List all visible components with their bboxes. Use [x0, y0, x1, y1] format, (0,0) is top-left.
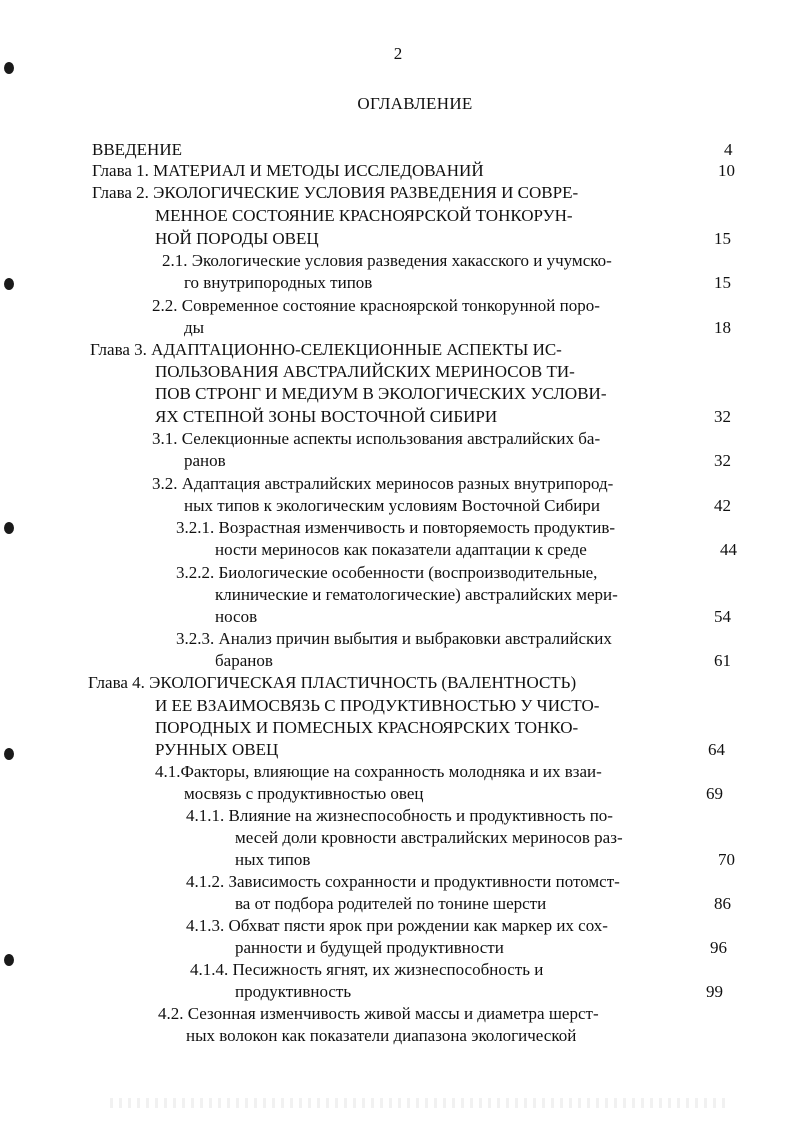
toc-page-number: 10	[718, 161, 735, 180]
toc-line: ных типов к экологическим условиям Восточной Сибири	[184, 496, 600, 515]
toc-line: ранов	[184, 451, 226, 470]
toc-line: мосвязь с продуктивностью овец	[184, 784, 424, 803]
toc-line: ПОЛЬЗОВАНИЯ АВСТРАЛИЙСКИХ МЕРИНОСОВ ТИ-	[155, 362, 575, 381]
toc-line: 3.1. Селекционные аспекты использования австралийских ба-	[152, 429, 601, 448]
scan-noise	[110, 1098, 730, 1108]
toc-page-number: 96	[710, 938, 727, 957]
toc-line: 4.1.1. Влияние на жизнеспособность и продуктивность по-	[186, 806, 613, 825]
page-number: 2	[393, 44, 403, 63]
toc-line: 2.2. Современное состояние красноярской тонкорунной поро-	[152, 296, 600, 315]
binding-hole-5	[4, 954, 14, 966]
toc-line: Глава 3. АДАПТАЦИОННО-СЕЛЕКЦИОННЫЕ АСПЕКТЫ ИС-	[90, 340, 562, 359]
toc-page-number: 32	[714, 407, 731, 426]
toc-line: носов	[215, 607, 258, 626]
toc-line: 3.2. Адаптация австралийских мериносов разных внутрипород-	[152, 474, 614, 493]
toc-line: ных волокон как показатели диапазона экологической	[186, 1026, 577, 1045]
toc-line: 4.2. Сезонная изменчивость живой массы и диаметра шерст-	[158, 1004, 599, 1023]
toc-page-number: 54	[714, 607, 731, 626]
toc-line: ПОВ СТРОНГ И МЕДИУМ В ЭКОЛОГИЧЕСКИХ УСЛОВИ-	[155, 384, 607, 403]
toc-page-number: 15	[714, 229, 731, 248]
toc-line: ности мериносов как показатели адаптации к среде	[215, 540, 587, 559]
toc-line: клинические и гематологические) австралийских мери-	[215, 585, 618, 604]
toc-line: 3.2.3. Анализ причин выбытия и выбраковки австралийских	[176, 629, 612, 648]
toc-page-number: 18	[714, 318, 731, 337]
toc-line: ва от подбора родителей по тонине шерсти	[235, 894, 547, 913]
toc-line: ВВЕДЕНИЕ	[92, 140, 182, 159]
toc-line: Глава 4. ЭКОЛОГИЧЕСКАЯ ПЛАСТИЧНОСТЬ (ВАЛЕНТНОСТЬ)	[88, 673, 577, 692]
toc-line: МЕННОЕ СОСТОЯНИЕ КРАСНОЯРСКОЙ ТОНКОРУН-	[155, 206, 573, 225]
toc-line: продуктивность	[235, 982, 352, 1001]
toc-page-number: 15	[714, 273, 731, 292]
toc-line: ды	[184, 318, 205, 337]
toc-page-number: 64	[708, 740, 725, 759]
toc-line: И ЕЕ ВЗАИМОСВЯЗЬ С ПРОДУКТИВНОСТЬЮ У ЧИСТО-	[155, 696, 600, 715]
toc-line: ПОРОДНЫХ И ПОМЕСНЫХ КРАСНОЯРСКИХ ТОНКО-	[155, 718, 579, 737]
toc-line: го внутрипородных типов	[184, 273, 373, 292]
toc-line: НОЙ ПОРОДЫ ОВЕЦ	[155, 229, 319, 248]
toc-line: месей доли кровности австралийских мериносов раз-	[235, 828, 623, 847]
toc-line: 4.1.2. Зависимость сохранности и продуктивности потомст-	[186, 872, 620, 891]
toc-page-number: 61	[714, 651, 731, 670]
binding-hole-4	[4, 748, 14, 760]
toc-title: ОГЛАВЛЕНИЕ	[357, 94, 473, 113]
toc-line: 2.1. Экологические условия разведения хакасского и учумско-	[162, 251, 612, 270]
toc-line: баранов	[215, 651, 273, 670]
toc-page-number: 86	[714, 894, 731, 913]
toc-page-number: 44	[720, 540, 737, 559]
toc-line: ранности и будущей продуктивности	[235, 938, 504, 957]
toc-page-number: 42	[714, 496, 731, 515]
toc-line: 3.2.1. Возрастная изменчивость и повторяемость продуктив-	[176, 518, 616, 537]
binding-hole-3	[4, 522, 14, 534]
toc-page-number: 70	[718, 850, 735, 869]
toc-line: ЯХ СТЕПНОЙ ЗОНЫ ВОСТОЧНОЙ СИБИРИ	[155, 407, 498, 426]
toc-line: РУННЫХ ОВЕЦ	[155, 740, 279, 759]
toc-line: 4.1.4. Песижность ягнят, их жизнеспособность и	[190, 960, 544, 979]
toc-page-number: 4	[724, 140, 733, 159]
toc-line: Глава 1. МАТЕРИАЛ И МЕТОДЫ ИССЛЕДОВАНИЙ	[92, 161, 484, 180]
toc-page-number: 99	[706, 982, 723, 1001]
toc-line: 3.2.2. Биологические особенности (воспроизводительные,	[176, 563, 598, 582]
binding-hole-2	[4, 278, 14, 290]
toc-line: Глава 2. ЭКОЛОГИЧЕСКИЕ УСЛОВИЯ РАЗВЕДЕНИЯ И СОВРЕ-	[92, 183, 579, 202]
toc-page-number: 32	[714, 451, 731, 470]
toc-page-number: 69	[706, 784, 723, 803]
toc-line: ных типов	[235, 850, 311, 869]
toc-line: 4.1.Факторы, влияющие на сохранность молодняка и их взаи-	[155, 762, 602, 781]
toc-line: 4.1.3. Обхват пясти ярок при рождении как маркер их сох-	[186, 916, 608, 935]
